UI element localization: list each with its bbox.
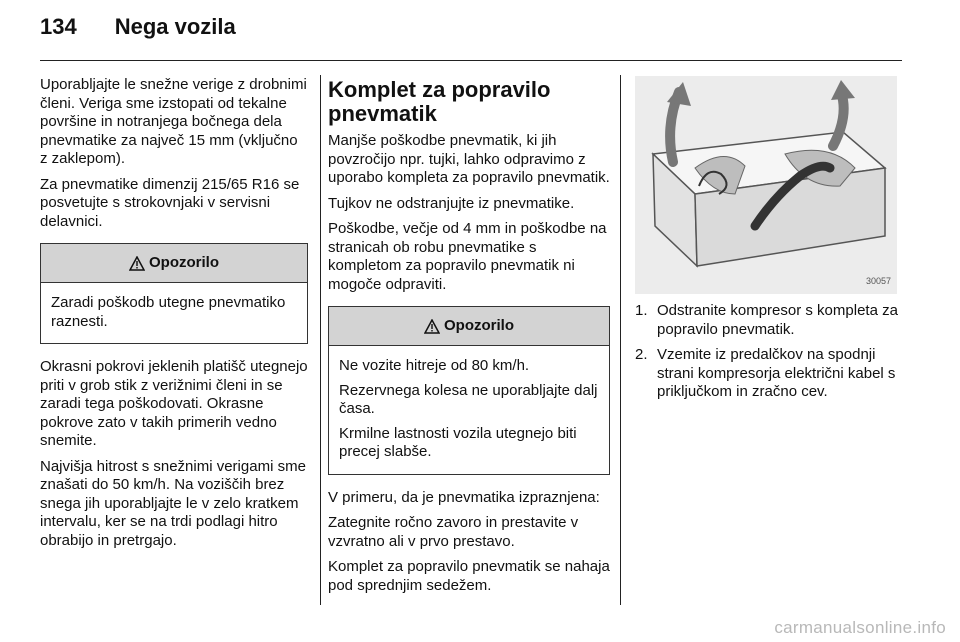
warning-title: Opozorilo	[444, 316, 514, 334]
warning-box	[328, 306, 610, 475]
instruction-steps	[635, 302, 905, 402]
page-header	[40, 14, 236, 46]
column-left	[40, 76, 308, 557]
repair-kit-illustration	[635, 76, 897, 294]
header-rule	[40, 60, 902, 61]
warning-title: Opozorilo	[149, 253, 219, 271]
warning-text: Zaradi poškodb utegne pnevmatiko raznesti.	[51, 294, 286, 330]
step-number: 1.	[635, 302, 648, 319]
step-number: 2.	[635, 346, 648, 363]
page-number: 134	[40, 14, 77, 39]
step-text: Vzemite iz predalčkov na spodnji strani kompresorja električni kabel s priključkom in zračno cev.	[657, 346, 896, 400]
paragraph: Najvišja hitrost s snežnimi verigami sme znašati do 50 km/h. Na voziščih brez snega jih uporabljajte le v zelo kratkem intervalu, ker se na trdi podlagi hitro obrabijo in pretrgajo.	[40, 457, 306, 549]
list-item	[635, 302, 905, 339]
watermark: carmanualsonline.info	[774, 618, 946, 637]
paragraph: Zategnite ročno zavoro in prestavite v vzvratno ali v prvo prestavo.	[328, 514, 579, 550]
warning-header	[41, 244, 307, 283]
paragraph: V primeru, da je pnevmatika izpraznjena:	[328, 488, 600, 506]
paragraph: Komplet za popravilo pnevmatik se nahaja pod sprednjim sedežem.	[328, 558, 610, 594]
paragraph: Tujkov ne odstranjujte iz pnevmatike.	[328, 194, 575, 212]
warning-text: Ne vozite hitreje od 80 km/h.	[339, 357, 530, 374]
paragraph: Uporabljajte le snežne verige z drobnimi členi. Veriga sme izstopati od tekalne površine in notranjega bočnega dela pnevmatike za največ 15 mm (vključno z zaklepom).	[40, 76, 307, 167]
tyre-repair-kit-figure	[635, 76, 897, 294]
step-text: Odstranite kompresor s kompleta za popravilo pnevmatik.	[657, 302, 898, 338]
column-right	[635, 76, 905, 409]
warning-triangle-icon	[424, 319, 440, 334]
page-title: Nega vozila	[114, 14, 236, 39]
section-title: Komplet za popravilo pnevmatik	[328, 77, 551, 126]
paragraph: Poškodbe, večje od 4 mm in poškodbe na stranicah ob robu pnevmatike s kompletom za popravilo pnevmatik ni mogoče odpraviti.	[328, 220, 607, 293]
column-divider	[620, 75, 621, 605]
column-divider	[320, 75, 321, 605]
paragraph: Okrasni pokrovi jeklenih platišč utegnejo priti v grob stik z verižnimi členi in se zaradi tega poškodovati. Okrasne pokrove zato v takih primerih vedno snemite.	[40, 358, 308, 449]
warning-body	[41, 283, 307, 343]
warning-text: Krmilne lastnosti vozila utegnejo biti precej slabše.	[339, 424, 577, 460]
list-item	[635, 346, 905, 402]
figure-number: 30057	[865, 275, 891, 286]
column-middle	[328, 76, 610, 602]
warning-box	[40, 243, 308, 344]
paragraph: Za pnevmatike dimenzij 215/65 R16 se posvetujte s strokovnjaki v servisni delavnici.	[40, 175, 300, 230]
warning-text: Rezervnega kolesa ne uporabljajte dalj časa.	[339, 381, 598, 417]
paragraph: Manjše poškodbe pnevmatik, ki jih povzročijo npr. tujki, lahko odpravimo z uporabo kompleta za popravilo pnevmatik.	[328, 132, 610, 186]
warning-body	[329, 346, 609, 474]
warning-triangle-icon	[129, 256, 145, 271]
warning-header	[329, 307, 609, 346]
